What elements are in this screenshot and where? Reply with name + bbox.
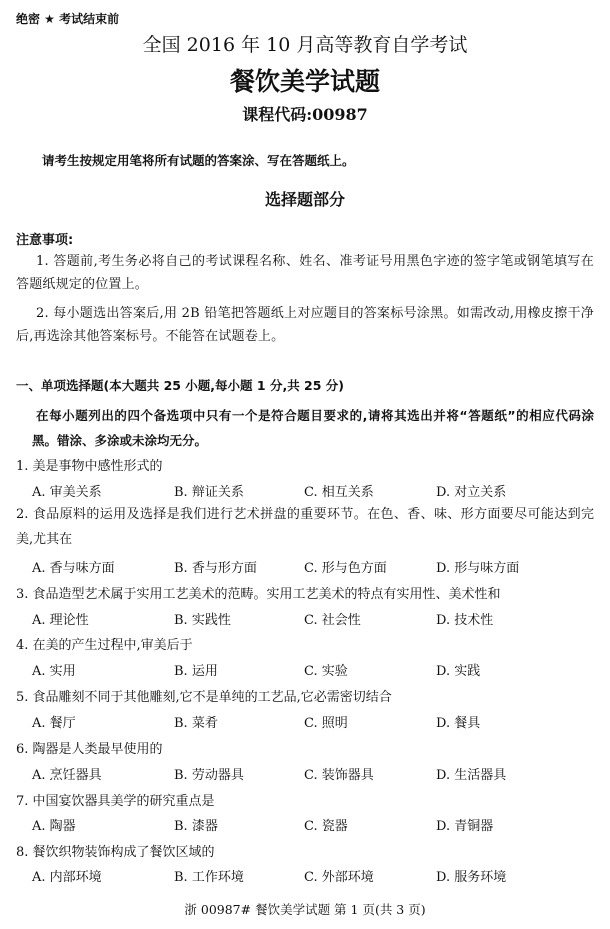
- option-c: C. 照明: [304, 716, 348, 731]
- option-d: D. 技术性: [436, 613, 494, 628]
- option-b: B. 香与形方面: [174, 561, 257, 576]
- option-b: B. 工作环境: [174, 870, 244, 885]
- option-a: A. 餐厅: [32, 716, 76, 731]
- option-b: B. 菜肴: [174, 716, 218, 731]
- option-a: A. 实用: [32, 664, 76, 679]
- option-c: C. 瓷器: [304, 819, 348, 834]
- part-title: 一、单项选择题(本大题共 25 小题,每小题 1 分,共 25 分): [16, 378, 345, 393]
- option-c: C. 装饰器具: [304, 768, 374, 783]
- question-stem: 7. 中国宴饮器具美学的研究重点是: [16, 794, 215, 809]
- option-b: B. 运用: [174, 664, 218, 679]
- option-c: C. 实验: [304, 664, 348, 679]
- option-c: C. 社会性: [304, 613, 361, 628]
- option-b: B. 劳动器具: [174, 768, 244, 783]
- answer-instruction: 请考生按规定用笔将所有试题的答案涂、写在答题纸上。: [42, 153, 355, 168]
- option-a: A. 理论性: [32, 613, 89, 628]
- section-title: 选择题部分: [264, 190, 345, 209]
- question-stem: 1. 美是事物中感性形式的: [16, 459, 163, 474]
- option-b: B. 漆器: [174, 819, 218, 834]
- option-a: A. 审美关系: [32, 485, 102, 500]
- part-description: 在每小题列出的四个备选项中只有一个是符合题目要求的,请将其选出并将“答题纸”的相应代码涂黑。错涂、多涂或未涂均无分。: [32, 408, 594, 448]
- notice-item: 1. 答题前,考生务必将自己的考试课程名称、姓名、准考证号用黑色字迹的签字笔或钢笔填写在答题纸规定的位置上。: [16, 254, 594, 292]
- option-b: B. 辩证关系: [174, 485, 244, 500]
- option-d: D. 实践: [436, 664, 481, 679]
- notice-title: 注意事项:: [16, 233, 74, 248]
- option-c: C. 形与色方面: [304, 561, 387, 576]
- option-d: D. 对立关系: [436, 485, 507, 500]
- confidential-label: 绝密 ★ 考试结束前: [16, 12, 120, 26]
- question-stem: 2. 食品原料的运用及选择是我们进行艺术拼盘的重要环节。在色、香、味、形方面要尽可能达到完美,尤其在: [16, 507, 594, 547]
- option-a: A. 香与味方面: [32, 561, 115, 576]
- option-a: A. 烹饪器具: [32, 768, 102, 783]
- option-d: D. 服务环境: [436, 870, 507, 885]
- option-d: D. 青铜器: [436, 819, 494, 834]
- exam-title: 全国 2016 年 10 月高等教育自学考试: [142, 34, 468, 56]
- question-stem: 8. 餐饮织物装饰构成了餐饮区域的: [16, 845, 215, 860]
- question-stem: 5. 食品雕刻不同于其他雕刻,它不是单纯的工艺品,它必需密切结合: [16, 690, 392, 705]
- option-c: C. 相互关系: [304, 485, 374, 500]
- option-a: A. 内部环境: [32, 870, 102, 885]
- option-d: D. 生活器具: [436, 768, 507, 783]
- course-code: 课程代码:00987: [242, 105, 368, 124]
- question-stem: 4. 在美的产生过程中,审美后于: [16, 638, 193, 653]
- notice-item: 2. 每小题选出答案后,用 2B 铅笔把答题纸上对应题目的答案标号涂黑。如需改动,用橡皮擦干净后,再选涂其他答案标号。不能答在试题卷上。: [16, 306, 594, 344]
- question-stem: 3. 食品造型艺术属于实用工艺美术的范畴。实用工艺美术的特点有实用性、美术性和: [16, 587, 501, 602]
- page-footer: 浙 00987# 餐饮美学试题 第 1 页(共 3 页): [184, 902, 426, 917]
- paper-title: 餐饮美学试题: [229, 67, 380, 96]
- option-b: B. 实践性: [174, 613, 231, 628]
- option-d: D. 形与味方面: [436, 561, 520, 576]
- option-d: D. 餐具: [436, 716, 481, 731]
- option-a: A. 陶器: [32, 819, 76, 834]
- option-c: C. 外部环境: [304, 870, 374, 885]
- question-stem: 6. 陶器是人类最早使用的: [16, 742, 163, 757]
